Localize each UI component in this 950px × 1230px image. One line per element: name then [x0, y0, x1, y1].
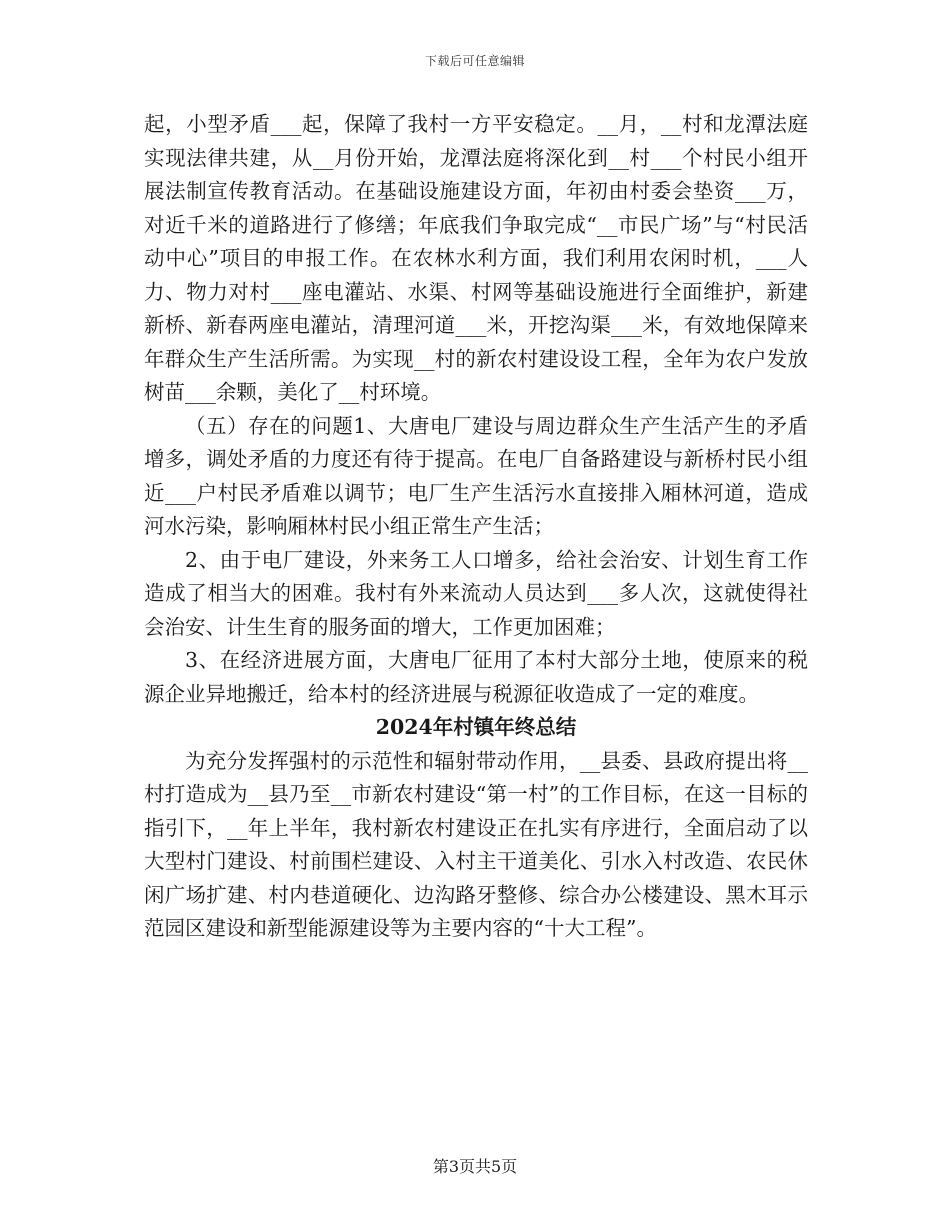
- body-paragraph: 起，小型矛盾___起，保障了我村一方平安稳定。__月，__村和龙潭法庭实现法律共建，从__月份开始，龙潭法庭将深化到__村___个村民小组开展法制宣传教育活动。在基础设施建设方面，年初由村委会垫资___万，对近千米的道路进行了修缮；年底我们争取完成“__市民广场”与“村民活动中心”项目的申报工作。在农林水利方面，我们利用农闲时机，___人力、物力对村___座电灌站、水渠、村网等基础设施进行全面维护，新建新桥、新春两座电灌站，清理河道___米，开挖沟渠___米，有效地保障来年群众生产生活所需。为实现__村的新农村建设设工程，全年为农户发放树苗___余颗，美化了__村环境。: [144, 112, 808, 404]
- page-number: 第3页共5页: [432, 1157, 518, 1176]
- body-paragraph: （五）存在的问题1、大唐电厂建设与周边群众生产生活产生的矛盾增多，调处矛盾的力度还有待于提高。在电厂自备路建设与新桥村民小组近___户村民矛盾难以调节；电厂生产生活污水直接排入厢林河道，造成河水污染，影响厢林村民小组正常生产生活；: [144, 413, 808, 538]
- page-header-note: 下载后可任意编辑: [424, 54, 525, 68]
- document-body: [144, 108, 808, 946]
- body-paragraph: 2、由于电厂建设，外来务工人口增多，给社会治安、计划生育工作造成了相当大的困难。我村有外来流动人员达到___多人次，这就使得社会治安、计生生育的服务面的增大，工作更加困难；: [144, 547, 808, 639]
- body-paragraph: 3、在经济进展方面，大唐电厂征用了本村大部分土地，使原来的税源企业异地搬迁，给本村的经济进展与税源征收造成了一定的难度。: [144, 648, 808, 706]
- body-paragraph: 为充分发挥强村的示范性和辐射带动作用，__县委、县政府提出将__村打造成为__县乃至__市新农村建设“第一村”的工作目标，在这一目标的指引下，__年上半年，我村新农村建设正在扎实有序进行，全面启动了以大型村门建设、村前围栏建设、入村主干道美化、引水入村改造、农民休闲广场扩建、村内巷道硬化、边沟路牙整修、综合办公楼建设、黑木耳示范园区建设和新型能源建设等为主要内容的“十大工程”。: [144, 748, 808, 940]
- section-title: 2024年村镇年终总结: [375, 715, 577, 739]
